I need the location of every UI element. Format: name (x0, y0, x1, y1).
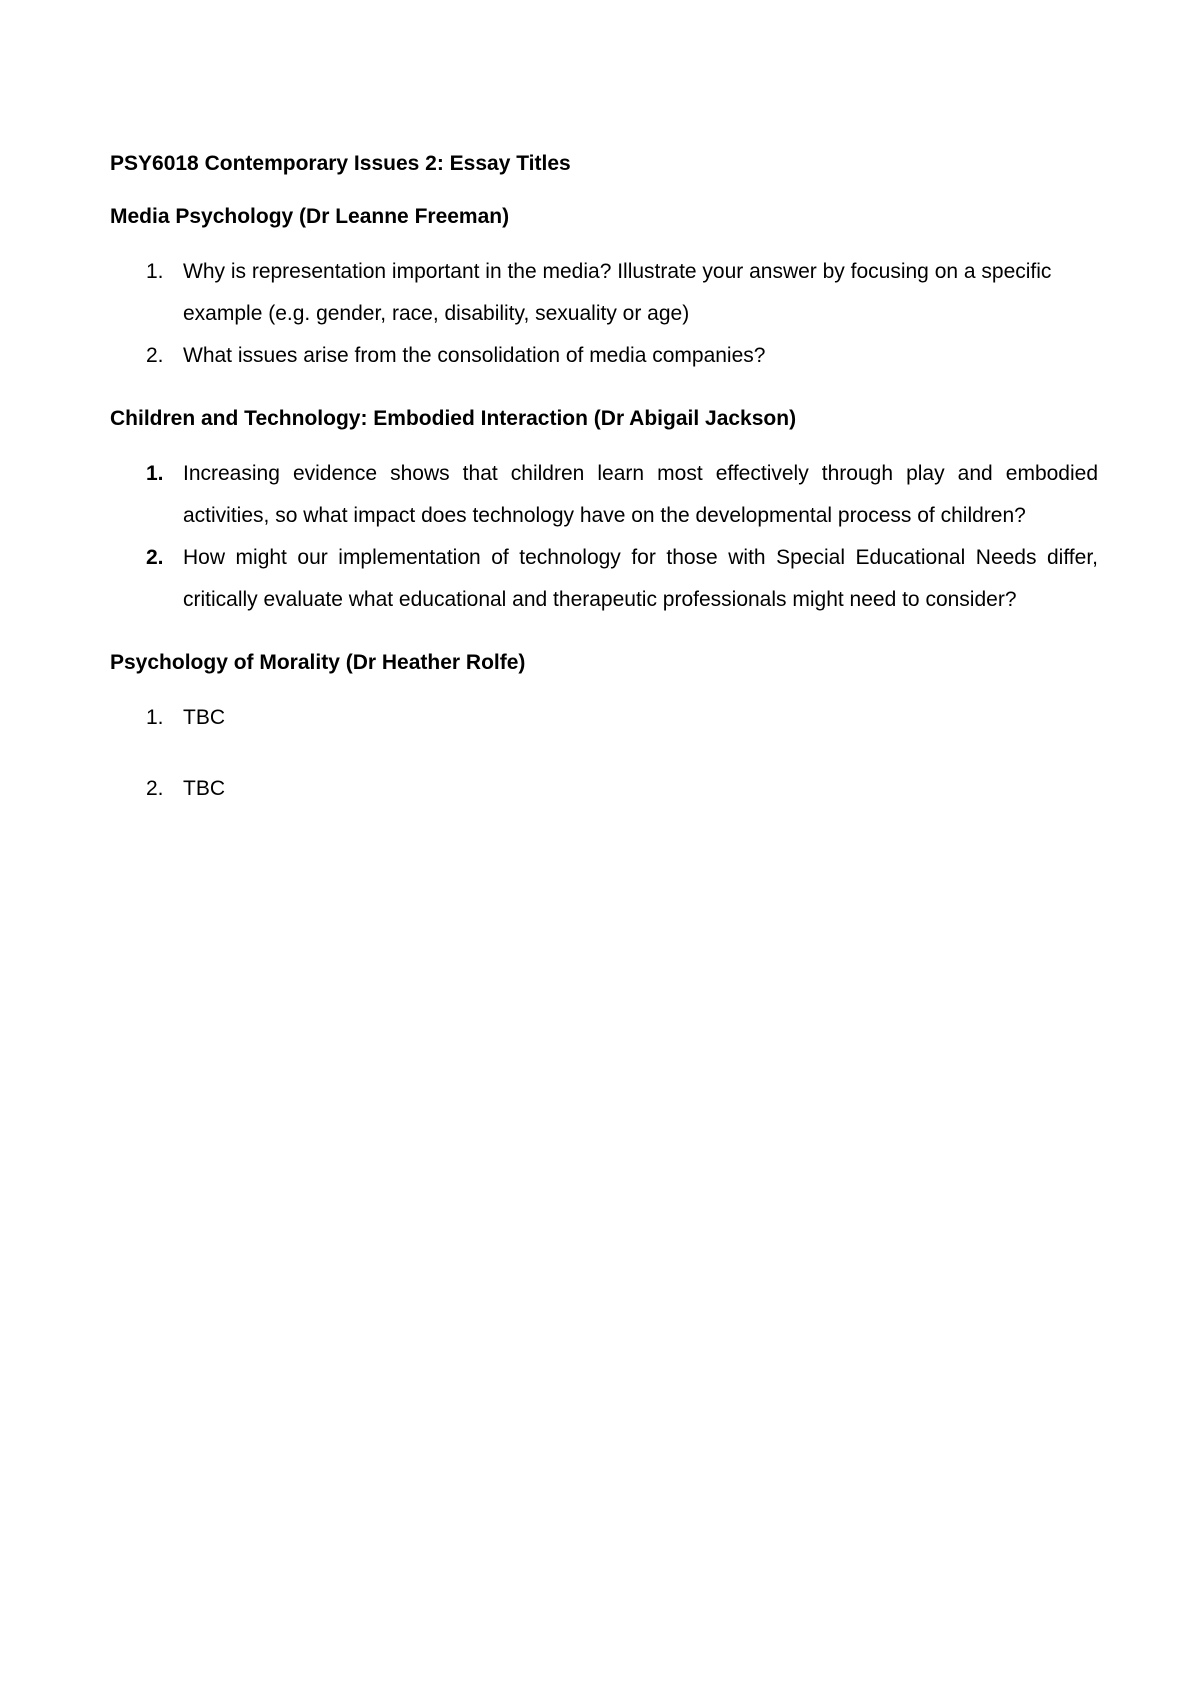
question-number: 2. (146, 777, 164, 800)
question-text: TBC (183, 706, 225, 729)
section-heading: Media Psychology (Dr Leanne Freeman) (110, 205, 510, 228)
section-media-psychology (110, 205, 1098, 377)
essay-question-list (110, 251, 1098, 377)
question-text: What issues arise from the consolidation of media companies? (183, 344, 766, 367)
section-psychology-of-morality (110, 651, 1098, 810)
question-number: 1. (146, 462, 164, 485)
section-heading: Children and Technology: Embodied Interaction (Dr Abigail Jackson) (110, 407, 797, 430)
question-text: Increasing evidence shows that children learn most effectively through play and embodied activities, so what impact does technology have on the developmental process of children? (183, 462, 1098, 527)
essay-question (110, 453, 1098, 537)
essay-question (110, 537, 1098, 621)
question-text: TBC (183, 777, 225, 800)
essay-question (110, 335, 1098, 377)
essay-question-list (110, 453, 1098, 621)
essay-question (110, 697, 1098, 739)
question-number: 1. (146, 260, 164, 283)
section-children-and-technology (110, 407, 1098, 621)
section-heading: Psychology of Morality (Dr Heather Rolfe) (110, 651, 526, 674)
document-title: PSY6018 Contemporary Issues 2: Essay Titles (110, 152, 571, 175)
essay-question (110, 251, 1098, 335)
question-text: Why is representation important in the media? Illustrate your answer by focusing on a specific example (e.g. gender, race, disability, sexuality or age) (183, 260, 1052, 325)
question-text: How might our implementation of technology for those with Special Educational Needs differ, critically evaluate what educational and therapeutic professionals might need to consider? (183, 546, 1098, 611)
essay-question (110, 768, 1098, 810)
question-number: 2. (146, 344, 164, 367)
document-page (110, 152, 1098, 810)
question-number: 2. (146, 546, 164, 569)
essay-question-list (110, 697, 1098, 810)
question-number: 1. (146, 706, 164, 729)
